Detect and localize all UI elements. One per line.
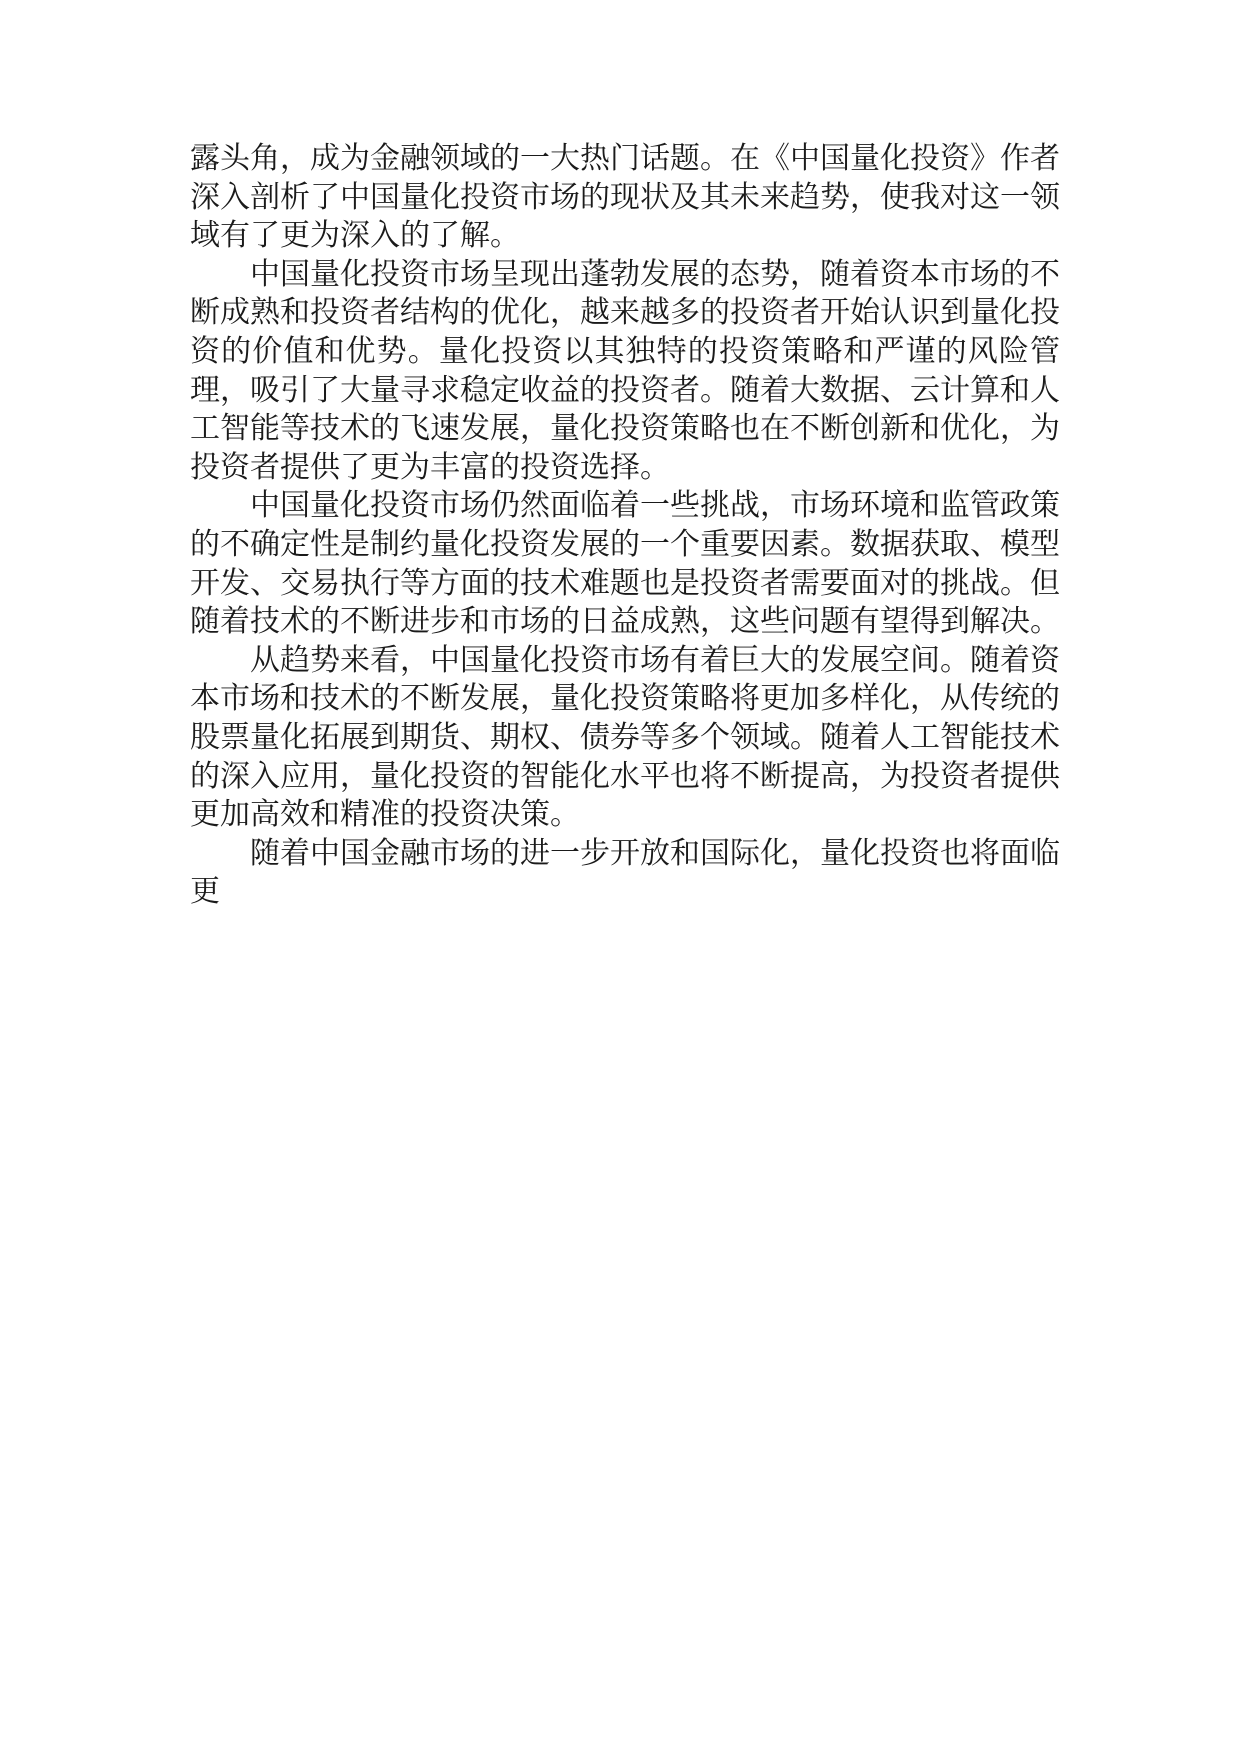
document-body (190, 140, 1060, 912)
paragraph-4: 从趋势来看，中国量化投资市场有着巨大的发展空间。随着资本市场和技术的不断发展，量化投资策略将更加多样化，从传统的股票量化拓展到期货、期权、债券等多个领域。随着人工智能技术的深入应用，量化投资的智能化水平也将不断提高，为投资者提供更加高效和精准的投资决策。 (190, 642, 1060, 833)
paragraph-2: 中国量化投资市场呈现出蓬勃发展的态势，随着资本市场的不断成熟和投资者结构的优化，越来越多的投资者开始认识到量化投资的价值和优势。量化投资以其独特的投资策略和严谨的风险管理，吸引了大量寻求稳定收益的投资者。随着大数据、云计算和人工智能等技术的飞速发展，量化投资策略也在不断创新和优化，为投资者提供了更为丰富的投资选择。 (190, 256, 1060, 485)
paragraph-1: 露头角，成为金融领域的一大热门话题。在《中国量化投资》作者深入剖析了中国量化投资市场的现状及其未来趋势，使我对这一领域有了更为深入的了解。 (190, 141, 1060, 254)
paragraph-5: 随着中国金融市场的进一步开放和国际化，量化投资也将面临更 (190, 835, 1060, 910)
paragraph-3: 中国量化投资市场仍然面临着一些挑战，市场环境和监管政策的不确定性是制约量化投资发展的一个重要因素。数据获取、模型开发、交易执行等方面的技术难题也是投资者需要面对的挑战。但随着技术的不断进步和市场的日益成熟，这些问题有望得到解决。 (190, 488, 1060, 640)
